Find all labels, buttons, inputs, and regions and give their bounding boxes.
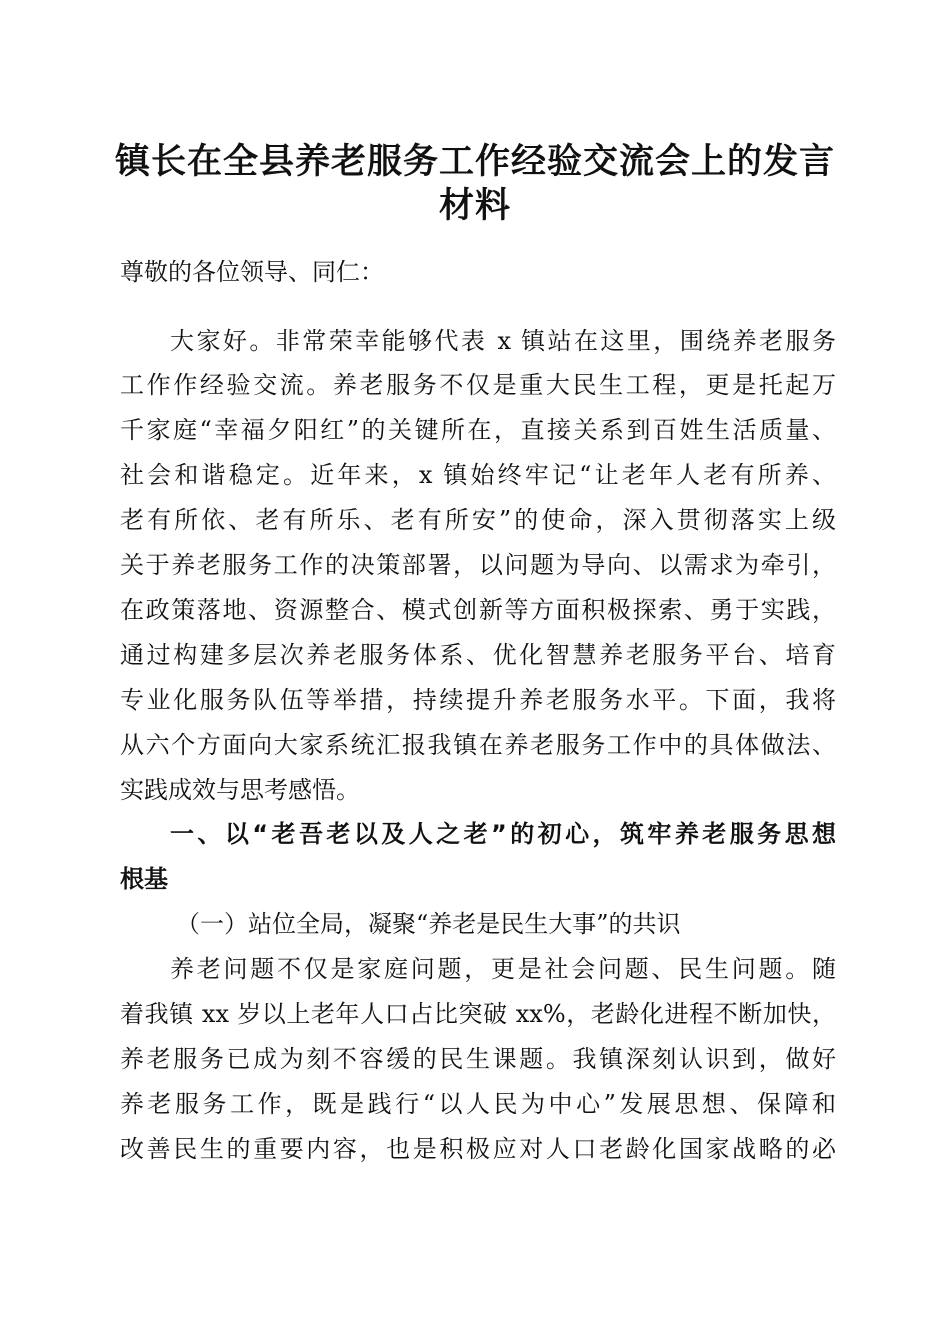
body-line: 改善民生的重要内容，也是积极应对人口老龄化国家战略的必 bbox=[120, 1135, 836, 1163]
body-line: 养老服务已成为刻不容缓的民生课题。我镇深刻认识到，做好 bbox=[120, 1045, 836, 1073]
document-title-line-1: 镇长在全县养老服务工作经验交流会上的发言 bbox=[114, 141, 835, 182]
section-heading-line-1: 一、以“老吾老以及人之老”的初心，筑牢养老服务思想 bbox=[170, 820, 836, 848]
salutation: 尊敬的各位领导、同仁： bbox=[120, 258, 384, 286]
body-line: 着我镇 xx 岁以上老年人口占比突破 xx%，老龄化进程不断加快， bbox=[120, 1000, 836, 1028]
intro-line: 从六个方面向大家系统汇报我镇在养老服务工作中的具体做法、 bbox=[120, 731, 836, 759]
section-heading-line-2: 根基 bbox=[120, 865, 168, 893]
document-title-line-2: 材料 bbox=[438, 185, 511, 226]
intro-line: 千家庭“幸福夕阳红”的关键所在，直接关系到百姓生活质量、 bbox=[120, 416, 836, 444]
intro-line: 工作作经验交流。养老服务不仅是重大民生工程，更是托起万 bbox=[120, 371, 836, 399]
intro-line: 关于养老服务工作的决策部署，以问题为导向、以需求为牵引， bbox=[120, 551, 836, 579]
body-line: 养老问题不仅是家庭问题，更是社会问题、民生问题。随 bbox=[170, 955, 836, 983]
intro-line: 在政策落地、资源整合、模式创新等方面积极探索、勇于实践， bbox=[120, 596, 836, 624]
subsection-heading: （一）站位全局，凝聚“养老是民生大事”的共识 bbox=[176, 910, 681, 938]
intro-line: 专业化服务队伍等举措，持续提升养老服务水平。下面，我将 bbox=[120, 686, 836, 714]
body-line: 养老服务工作，既是践行“以人民为中心”发展思想、保障和 bbox=[120, 1090, 836, 1118]
intro-line: 社会和谐稳定。近年来，x 镇始终牢记“让老年人老有所养、 bbox=[120, 461, 836, 489]
intro-line: 大家好。非常荣幸能够代表 x 镇站在这里，围绕养老服务 bbox=[170, 327, 836, 355]
intro-line: 通过构建多层次养老服务体系、优化智慧养老服务平台、培育 bbox=[120, 641, 836, 669]
intro-line: 老有所依、老有所乐、老有所安”的使命，深入贯彻落实上级 bbox=[120, 506, 836, 534]
intro-line: 实践成效与思考感悟。 bbox=[120, 776, 360, 804]
